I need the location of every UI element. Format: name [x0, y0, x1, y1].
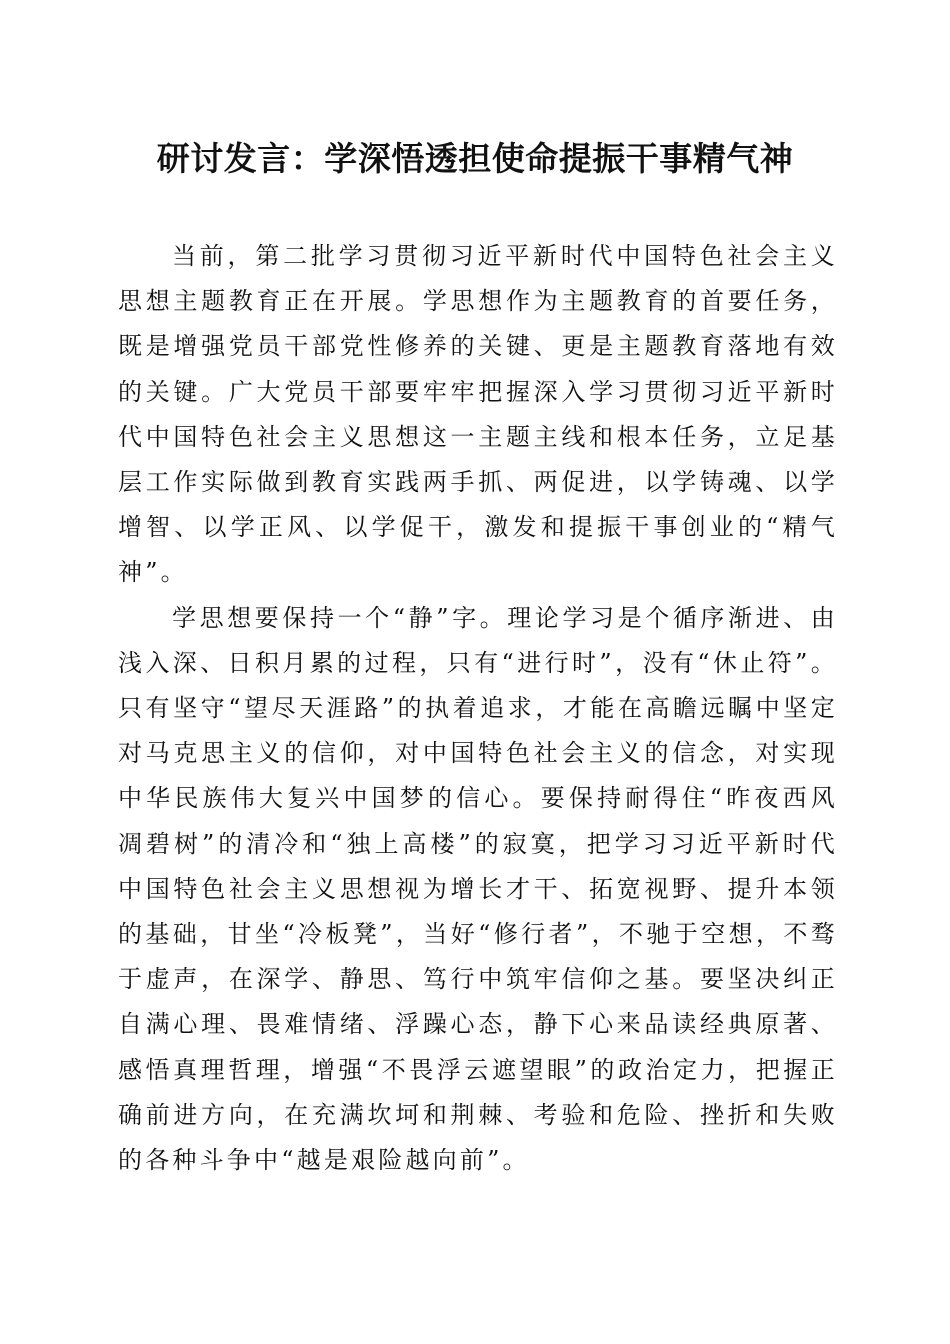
paragraph-1: 当前，第二批学习贯彻习近平新时代中国特色社会主义思想主题教育正在开展。学思想作为主题教育的首要任务，既是增强党员干部党性修养的关键、更是主题教育落地有效的关键。广大党员干部要牢牢把握深入学习贯彻习近平新时代中国特色社会主义思想这一主题主线和根本任务，立足基层工作实际做到教育实践两手抓、两促进，以学铸魂、以学增智、以学正风、以学促干，激发和提振干事创业的“精气神”。: [118, 242, 838, 587]
paragraph-2: 学思想要保持一个“静”字。理论学习是个循序渐进、由浅入深、日积月累的过程，只有“进行时”，没有“休止符”。只有坚守“望尽天涯路”的执着追求，才能在高瞻远瞩中坚定对马克思主义的信仰，对中国特色社会主义的信念，对实现中华民族伟大复兴中国梦的信心。要保持耐得住“昨夜西风凋碧树”的清冷和“独上高楼”的寂寞，把学习习近平新时代中国特色社会主义思想视为增长才干、拓宽视野、提升本领的基础，甘坐“冷板凳”，当好“修行者”，不驰于空想，不骛于虚声，在深学、静思、笃行中筑牢信仰之基。要坚决纠正自满心理、畏难情绪、浮躁心态，静下心来品读经典原著、感悟真理哲理，增强“不畏浮云遮望眼”的政治定力，把握正确前进方向，在充满坎坷和荆棘、考验和危险、挫折和失败的各种斗争中“越是艰险越向前”。: [118, 603, 838, 1175]
document-title: 研讨发言：学深悟透担使命提振干事精气神: [156, 139, 794, 178]
document-body: [118, 234, 838, 1183]
